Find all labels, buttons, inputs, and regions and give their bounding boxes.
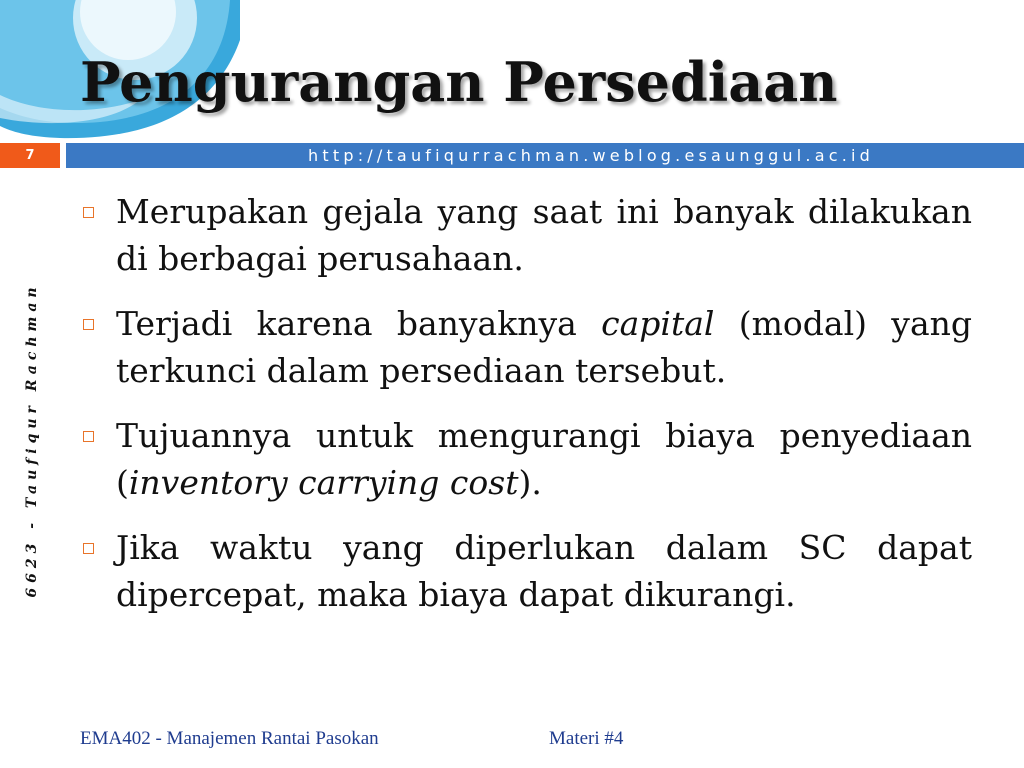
bullet-text xyxy=(116,524,972,618)
bullet-text-segment: ). xyxy=(518,463,542,502)
bullet-text-italic: inventory carrying cost xyxy=(128,463,519,502)
bullet-item xyxy=(80,524,972,618)
bullet-text-segment: Terjadi karena banyaknya xyxy=(116,304,602,343)
slide-number: 7 xyxy=(0,143,60,168)
bullet-list xyxy=(80,188,972,636)
bullet-text xyxy=(116,300,972,394)
bullet-item xyxy=(80,300,972,394)
bullet-square-icon xyxy=(83,207,94,218)
bullet-item xyxy=(80,412,972,506)
bullet-text xyxy=(116,188,972,282)
bullet-square-icon xyxy=(83,319,94,330)
bullet-text-segment: Tujuannya untuk mengurangi biaya penyediaan ( xyxy=(116,416,972,502)
footer-course: EMA402 - Manajemen Rantai Pasokan xyxy=(80,728,379,749)
bullet-item xyxy=(80,188,972,282)
bullet-text-segment: Merupakan gejala yang saat ini banyak dilakukan di berbagai perusahaan. xyxy=(116,192,972,278)
side-author-text: 6623 - Taufiqur Rachman xyxy=(24,282,40,598)
url-text: http://taufiqurrachman.weblog.esaunggul.ac.id xyxy=(308,146,874,165)
bullet-text-segment: Jika waktu yang diperlukan dalam SC dapat dipercepat, maka biaya dapat dikurangi. xyxy=(116,528,972,614)
bullet-text xyxy=(116,412,972,506)
url-banner xyxy=(66,143,1024,168)
bullet-text-segment: (modal) yang terkunci dalam persediaan tersebut. xyxy=(116,304,973,390)
bullet-text-italic: capital xyxy=(601,304,715,343)
slide-title: Pengurangan Persediaan xyxy=(80,50,838,114)
footer-materi: Materi #4 xyxy=(549,728,624,749)
bullet-square-icon xyxy=(83,431,94,442)
bullet-square-icon xyxy=(83,543,94,554)
